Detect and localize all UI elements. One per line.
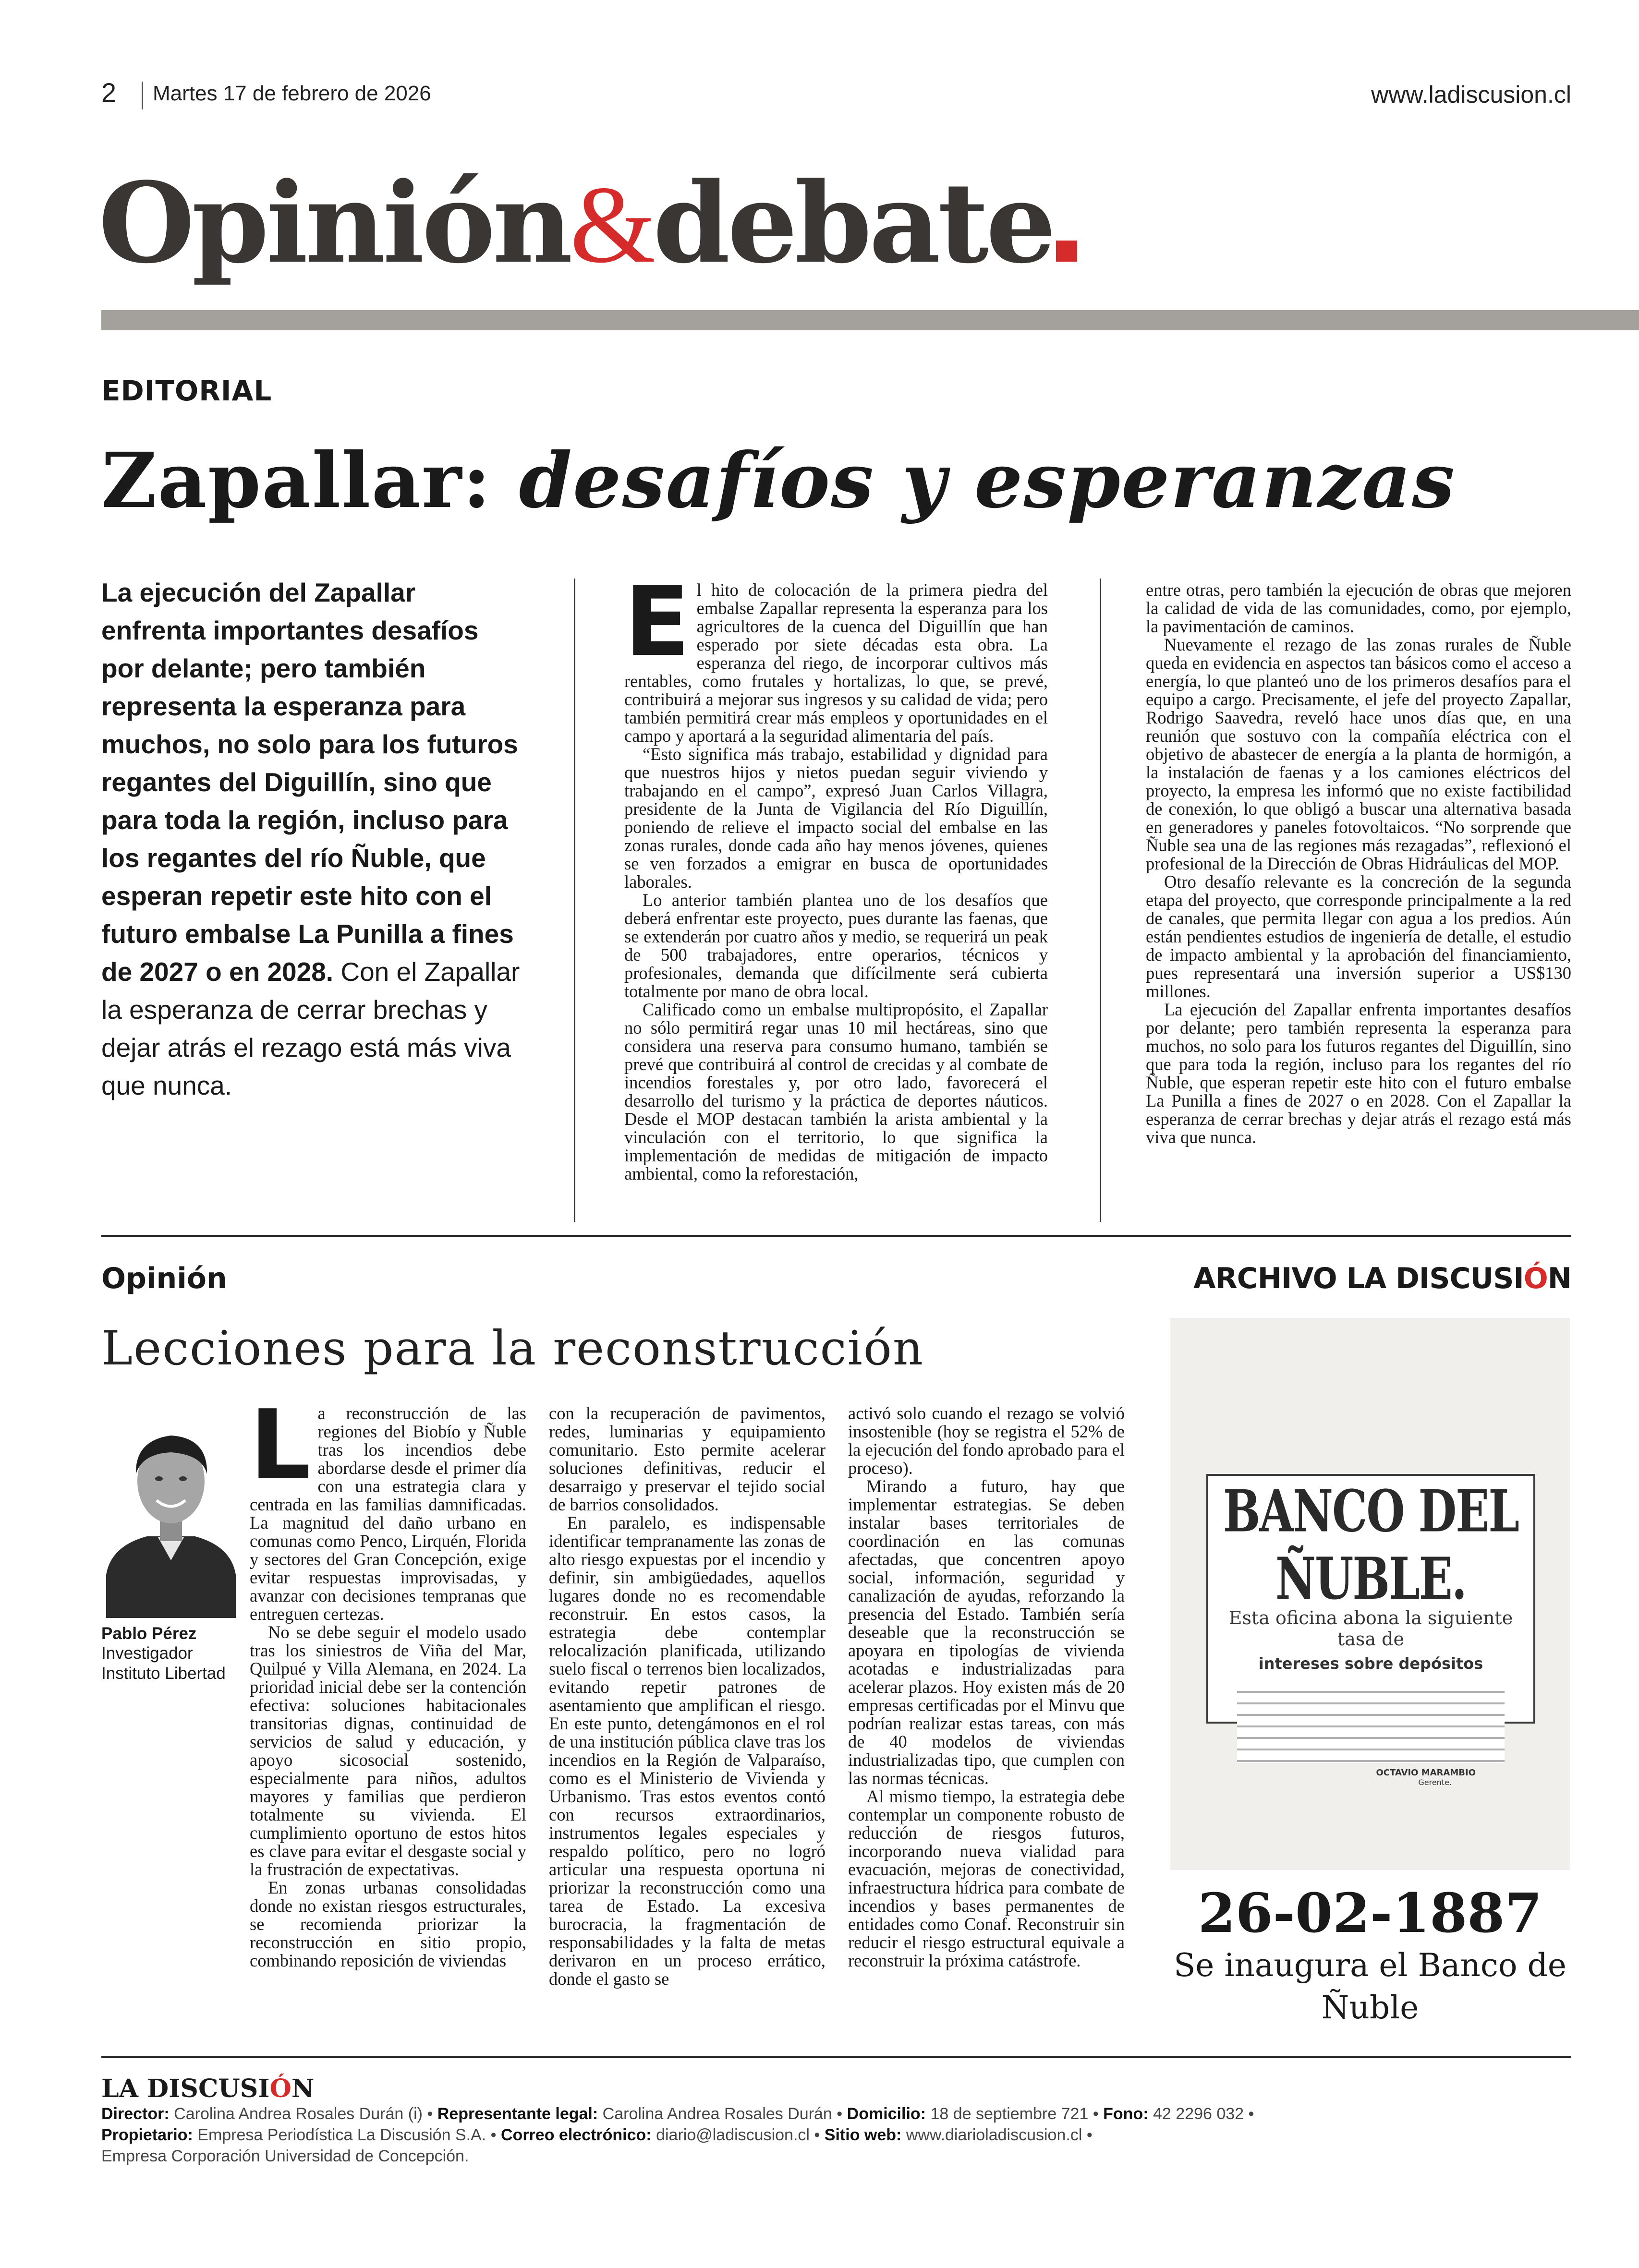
author-name: Pablo Pérez	[101, 1624, 197, 1643]
opinion-title: Lecciones para la reconstrucción	[101, 1321, 924, 1376]
paragraph: Calificado como un embalse multipropósito, el Zapallar no sólo permitirá regar unas 10 mil hectáreas, sino que considera una reserva para consumo humano, también se prevé que contribuirá al control de crecidas y al combate de incendios forestales y, por otro lado, favorecerá el desarrollo del turismo y la práctica de deportes náuticos. Desde el MOP destacan también la arista ambiental y la vinculación con el territorio, lo que significa la implementación de medidas de mitigación de impacto ambiental, como la reforestación,	[624, 1000, 1048, 1183]
opinion-column-3	[848, 1404, 1125, 1970]
opinion-dropcap: L	[250, 1389, 311, 1501]
footer-director-label: Director:	[101, 2105, 170, 2123]
editorial-lede	[101, 574, 524, 1105]
footer-credits-line-1: Director: Carolina Andrea Rosales Durán (i) • Representante legal: Carolina Andrea Rosales Durán • Domicilio: 18 de septiembre 721 • Fono: 42 2296 032 •	[101, 2105, 1254, 2123]
footer-rep: Carolina Andrea Rosales Durán	[602, 2105, 832, 2123]
section-masthead	[98, 158, 1077, 288]
footer-owner: Empresa Periodística La Discusión S.A.	[197, 2126, 486, 2144]
archive-caption: Se inaugura el Banco de Ñuble	[1174, 1947, 1566, 2026]
footer-email-label: Correo electrónico:	[501, 2126, 652, 2144]
paragraph: No se debe seguir el modelo usado tras los siniestros de Viña del Mar, Quilpué y Villa Alemana, en 2024. La prioridad inicial debe ser la contención efectiva: soluciones habitacionales transitorias dignas, continuidad de servicios de salud y educación, y apoyo sicosocial sostenido, especialmente para niños, adultos mayores y familias que perdieron totalmente su vivienda. El cumplimiento oportuno de estos hitos es clave para evitar el desgaste social y la frustración de expectativas.	[250, 1622, 526, 1879]
editorial-lede-bold: La ejecución del Zapallar enfrenta importantes desafíos por delante; pero también representa la esperanza para muchos, no solo para los futuros regantes del Diguillín, sino que para toda la región, incluso para los regantes del río Ñuble, que esperan repetir este hito con el futuro embalse La Punilla a fines de 2027 o en 2028.	[101, 578, 518, 987]
masthead-word-opinion: Opinión	[98, 158, 570, 288]
masthead-red-dot	[1056, 241, 1077, 262]
opinion-column-2	[549, 1404, 826, 1988]
footer-brand-accent: Ó	[269, 2074, 291, 2103]
masthead-rule	[101, 310, 1639, 330]
issue-date: Martes 17 de febrero de 2026	[153, 82, 431, 105]
footer-owner-label: Propietario:	[101, 2126, 193, 2144]
author-role: Investigador Instituto Libertad	[101, 1644, 226, 1683]
footer-phone: 42 2296 032	[1153, 2105, 1244, 2123]
footer-director: Carolina Andrea Rosales Durán (i)	[174, 2105, 423, 2123]
author-photo	[101, 1402, 241, 1618]
footer-address: 18 de septiembre 721	[930, 2105, 1089, 2123]
archive-doc-signature: OCTAVIO MARAMBIO	[1376, 1768, 1476, 1778]
editorial-column-1	[624, 566, 1048, 1183]
editorial-lede-normal: Con el Zapallar la esperanza de cerrar brechas y dejar atrás el rezago está más viva que nunca.	[101, 957, 520, 1100]
paragraph: l hito de colocación de la primera piedra del embalse Zapallar representa la esperanza para los agricultores de la cuenca del Diguillín que han esperado por siete décadas esta obra. La esperanza del riego, de incorporar cultivos más rentables, como frutales y hortalizas, lo que, se prevé, contribuirá a mejorar sus ingresos y su calidad de vida; pero también permitirá crear más empleos y oportunidades en el campo y aportará a la seguridad alimentaria del país.	[624, 580, 1048, 746]
opinion-column-1	[250, 1389, 526, 1970]
footer-credits-line-2: Propietario: Empresa Periodística La Discusión S.A. • Correo electrónico: diario@ladiscusion.cl • Sitio web: www.diarioladiscusion.cl •	[101, 2126, 1093, 2144]
archive-label-end: N	[1547, 1262, 1571, 1295]
editorial-title	[101, 436, 1456, 525]
footer-brand-text: LA DISCUSI	[101, 2074, 270, 2103]
archive-doc-line: Esta oficina abona la siguiente tasa de	[1228, 1607, 1513, 1650]
masthead-word-debate: debate	[653, 158, 1054, 288]
footer-rule	[101, 2056, 1571, 2058]
paragraph: En paralelo, es indispensable identificar tempranamente las zonas de alto riesgo expuestas por el incendio y definir, sin ambigüedades, aquellos lugares donde no es recomendable reconstruir. En estos casos, la estrategia debe contemplar relocalización planificada, utilizando suelo fiscal o terrenos bien localizados, evitando repetir patrones de asentamiento que amplifican el riesgo. En este punto, detengámonos en el rol de una institución pública clave tras los incendios en la Región de Valparaíso, como es el Ministerio de Vivienda y Urbanismo. Tras estos eventos contó con recursos extraordinarios, instrumentos legales especiales y respaldo político, pero no logró articular una respuesta oportuna ni priorizar la reconstrucción como una tarea de Estado. La excesiva burocracia, la fragmentación de responsabilidades y la falta de metas derivaron en un proceso errático, donde el gasto se	[549, 1513, 826, 1989]
column-divider	[1100, 579, 1101, 1222]
footer-email-link[interactable]: diario@ladiscusion.cl	[656, 2126, 810, 2144]
paragraph: Lo anterior también plantea uno de los desafíos que deberá enfrentar este proyecto, pues durante las faenas, que se extenderán por cuatro años y medio, se requerirá un peak de 500 trabajadores, entre operarios, técnicos y profesionales, demanda que difícilmente será cubierta totalmente por mano de obra local.	[624, 890, 1048, 1001]
archive-doc-rows	[1237, 1681, 1505, 1763]
archive-date: 26-02-1887	[1198, 1882, 1542, 1945]
archive-label-text: ARCHIVO LA DISCUSI	[1193, 1262, 1524, 1295]
archive-doc-line: intereses sobre depósitos	[1258, 1654, 1483, 1673]
footer-address-label: Domicilio:	[847, 2105, 926, 2123]
editorial-label: EDITORIAL	[101, 374, 272, 407]
archive-document-image	[1206, 1474, 1535, 1787]
footer-rep-label: Representante legal:	[437, 2105, 598, 2123]
archive-label	[1193, 1262, 1571, 1295]
editorial-column-2	[1146, 581, 1571, 1146]
paragraph: Mirando a futuro, hay que implementar estrategias. Se deben instalar bases territoriales de coordinación en las comunas afectadas, que concentren apoyo social, información, seguridad y canalización de ayudas, reforzando la presencia del Estado. También sería deseable que la reconstrucción se apoyara en tipologías de vivienda acotadas e industrializadas para acelerar plazos. Hoy existen más de 20 empresas certificadas por el Minvu que podrían realizar estas tareas, con más de 40 modelos de viviendas industrializadas tipo, que cumplen con las normas técnicas.	[848, 1476, 1125, 1788]
footer-web-link[interactable]: www.diarioladiscusion.cl	[906, 2126, 1082, 2144]
section-rule	[101, 1235, 1571, 1237]
footer-credits-line-3: Empresa Corporación Universidad de Concepción.	[101, 2147, 469, 2165]
editorial-dropcap: E	[624, 566, 690, 678]
header-divider	[142, 82, 143, 109]
archive-doc-title: BANCO DEL ÑUBLE.	[1223, 1477, 1519, 1613]
archive-doc-signature-role: Gerente.	[1418, 1778, 1452, 1787]
paragraph: activó solo cuando el rezago se volvió insostenible (hoy se registra el 52% de la ejecución del fondo aprobado para el proceso).	[848, 1403, 1125, 1478]
paragraph: con la recuperación de pavimentos, redes, luminarias y equipamiento comunitario. Esto permite acelerar soluciones definitivas, reducir el desarraigo y preservar el tejido social de barrios consolidados.	[549, 1403, 826, 1514]
paragraph: entre otras, pero también la ejecución de obras que mejoren la calidad de vida de las comunidades, como, por ejemplo, la pavimentación de caminos.	[1146, 580, 1571, 636]
masthead-ampersand: &	[570, 163, 653, 286]
editorial-title-plain: Zapallar:	[101, 436, 519, 525]
footer-web-label: Sitio web:	[824, 2126, 902, 2144]
paragraph: Al mismo tiempo, la estrategia debe contemplar un componente robusto de reducción de riesgos futuros, incorporando nueva vialidad para evacuación, mejoras de conectividad, infraestructura hídrica para combate de incendios y bases permanentes de entidades como Conaf. Reconstruir sin reducir el riesgo estructural equivale a reconstruir la próxima catástrofe.	[848, 1786, 1125, 1970]
paragraph: “Esto significa más trabajo, estabilidad y dignidad para que nuestros hijos y nietos puedan seguir viviendo y trabajando en el campo”, expresó Juan Carlos Villagra, presidente de la Junta de Vigilancia del Río Diguillín, poniendo de relieve el impacto social del embalse en las zonas rurales, donde cada año hay menos jóvenes, quienes se ven forzados a emigrar en busca de oportunidades laborales.	[624, 744, 1048, 892]
paragraph: a reconstrucción de las regiones del Biobío y Ñuble tras los incendios debe abordarse desde el primer día con una estrategia clara y centrada en las familias damnificadas. La magnitud del daño urbano en comunas como Penco, Lirquén, Florida y sectores del Gran Concepción, exige evitar respuestas improvisadas, y avanzar con decisiones tempranas que entreguen certezas.	[250, 1403, 526, 1624]
page-number: 2	[101, 77, 117, 108]
editorial-title-italic: desafíos y esperanzas	[519, 436, 1456, 525]
paragraph: Otro desafío relevante es la concreción de la segunda etapa del proyecto, que corresponde principalmente a la red de canales, que permita llegar con agua a los predios. Aún están pendientes estudios de ingeniería de detalle, el estudio de impacto ambiental y la aprobación del financiamiento, pues representará una inversión superior a US$130 millones.	[1146, 872, 1571, 1001]
site-link[interactable]: www.ladiscusion.cl	[1371, 81, 1571, 108]
paragraph: La ejecución del Zapallar enfrenta importantes desafíos por delante; pero también representa la esperanza para muchos, no solo para los futuros regantes del Diguillín, sino que para toda la región, incluso para los regantes del río Ñuble, que esperan repetir este hito con el futuro embalse La Punilla a fines de 2027 o en 2028. Con el Zapallar la esperanza de cerrar brechas y dejar atrás el rezago está más viva que nunca.	[1146, 1000, 1571, 1147]
footer-phone-label: Fono:	[1103, 2105, 1149, 2123]
footer-brand-end: N	[291, 2074, 315, 2103]
footer-brand	[101, 2074, 314, 2103]
paragraph: Nuevamente el rezago de las zonas rurales de Ñuble queda en evidencia en aspectos tan básicos como el acceso a energía, lo que planteó uno de los primeros desafíos para el equipo a cargo. Precisamente, el jefe del proyecto Zapallar, Rodrigo Saavedra, reveló hace unos días que, en una reunión que sostuvo con la compañía eléctrica con el objetivo de abastecer de energía a la planta de hormigón, a la instalación de faenas y a los camiones eléctricos del proyecto, la empresa les informó que no existe factibilidad de conexión, lo que obligó a buscar una alternativa basada en generadores y paneles fotovoltaicos. “No sorprende que Ñuble sea una de las regiones más rezagadas”, reflexionó el profesional de la Dirección de Obras Hidráulicas del MOP.	[1146, 635, 1571, 873]
archive-label-accent: Ó	[1523, 1262, 1548, 1295]
column-divider	[574, 579, 575, 1222]
opinion-label: Opinión	[101, 1262, 227, 1295]
paragraph: En zonas urbanas consolidadas donde no existan riesgos estructurales, se recomienda priorizar la reconstrucción en sitio propio, combinando reposición de viviendas	[250, 1878, 526, 1970]
